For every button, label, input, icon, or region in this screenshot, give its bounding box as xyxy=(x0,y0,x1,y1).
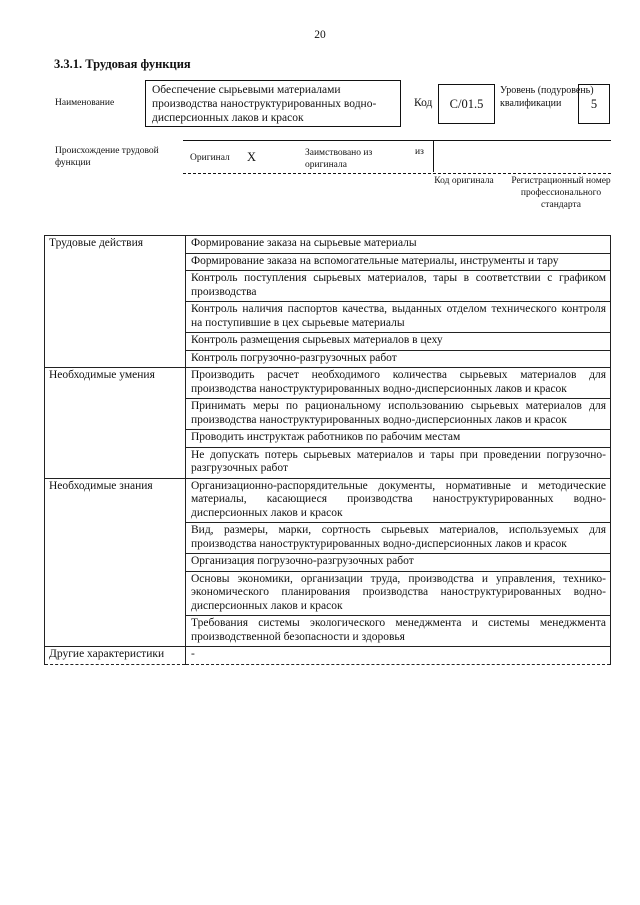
original-mark: X xyxy=(247,150,257,164)
list-item: - xyxy=(186,647,611,665)
category-skills: Необходимые умения xyxy=(45,368,186,479)
borrowed-label: Заимствовано из оригинала xyxy=(305,148,373,170)
page-number: 20 xyxy=(314,29,326,41)
code-value: C/01.5 xyxy=(438,84,495,124)
section-title: 3.3.1. Трудовая функция xyxy=(54,57,191,71)
table-row xyxy=(45,647,611,665)
table-row xyxy=(45,236,611,254)
function-table xyxy=(44,235,611,665)
reg-number-label: Регистрационный номер профессионального стандарта xyxy=(511,176,611,210)
category-other: Другие характеристики xyxy=(45,647,186,665)
list-item: Организация погрузочно-разгрузочных работ xyxy=(186,554,611,572)
level-label xyxy=(500,84,640,110)
function-name-value: Обеспечение сырьевыми материалами производства наноструктурированных водно-дисперсионных лаков и красок xyxy=(145,80,401,127)
level-label-text: Уровень (подуровень) квалификации xyxy=(500,85,594,109)
list-item: Контроль поступления сырьевых материалов, тары в соответствии с графиком производства xyxy=(186,271,611,302)
name-label: Наименование xyxy=(55,98,115,108)
list-item: Контроль наличия паспортов качества, выданных отделом технического контроля на поступившие в цех сырьевые материалы xyxy=(186,302,611,333)
list-item: Организационно-распорядительные документы, нормативные и методические материалы, касающиеся производства наноструктурированных водно-дисперсионных лаков и красок xyxy=(186,478,611,523)
list-item: Контроль размещения сырьевых материалов в цеху xyxy=(186,333,611,351)
origin-divider xyxy=(433,141,434,172)
list-item: Формирование заказа на вспомогательные материалы, инструменты и тару xyxy=(186,253,611,271)
list-item: Вид, размеры, марки, сортность сырьевых материалов, используемых для производства наноструктурированных водно-дисперсионных лаков и красок xyxy=(186,523,611,554)
category-labor-actions: Трудовые действия xyxy=(45,236,186,368)
list-item: Не допускать потерь сырьевых материалов и тары при проведении погрузочно-разгрузочных работ xyxy=(186,447,611,478)
origin-row xyxy=(183,140,611,174)
code-original-label: Код оригинала xyxy=(434,176,494,186)
table-row xyxy=(45,478,611,523)
from-label: из xyxy=(415,147,424,157)
list-item: Формирование заказа на сырьевые материалы xyxy=(186,236,611,254)
level-value: 5 xyxy=(578,84,610,124)
original-label: Оригинал xyxy=(190,153,230,163)
list-item: Производить расчет необходимого количества сырьевых материалов для производства наноструктурированных водно-дисперсионных лаков и красок xyxy=(186,368,611,399)
list-item: Требования системы экологического менеджмента и системы менеджмента производственной безопасности и здоровья xyxy=(186,616,611,647)
table-row xyxy=(45,368,611,399)
origin-label: Происхождение трудовой функции xyxy=(55,146,159,168)
list-item: Контроль погрузочно-разгрузочных работ xyxy=(186,350,611,368)
list-item: Основы экономики, организации труда, производства и управления, технико-экономического планирования производства наноструктурированных водно-дисперсионных лаков и красок xyxy=(186,571,611,616)
code-label: Код xyxy=(414,97,433,109)
list-item: Принимать меры по рациональному использованию сырьевых материалов для производства наноструктурированных водно-дисперсионных лаков и красок xyxy=(186,399,611,430)
category-knowledge: Необходимые знания xyxy=(45,478,186,647)
list-item: Проводить инструктаж работников по рабочим местам xyxy=(186,430,611,448)
